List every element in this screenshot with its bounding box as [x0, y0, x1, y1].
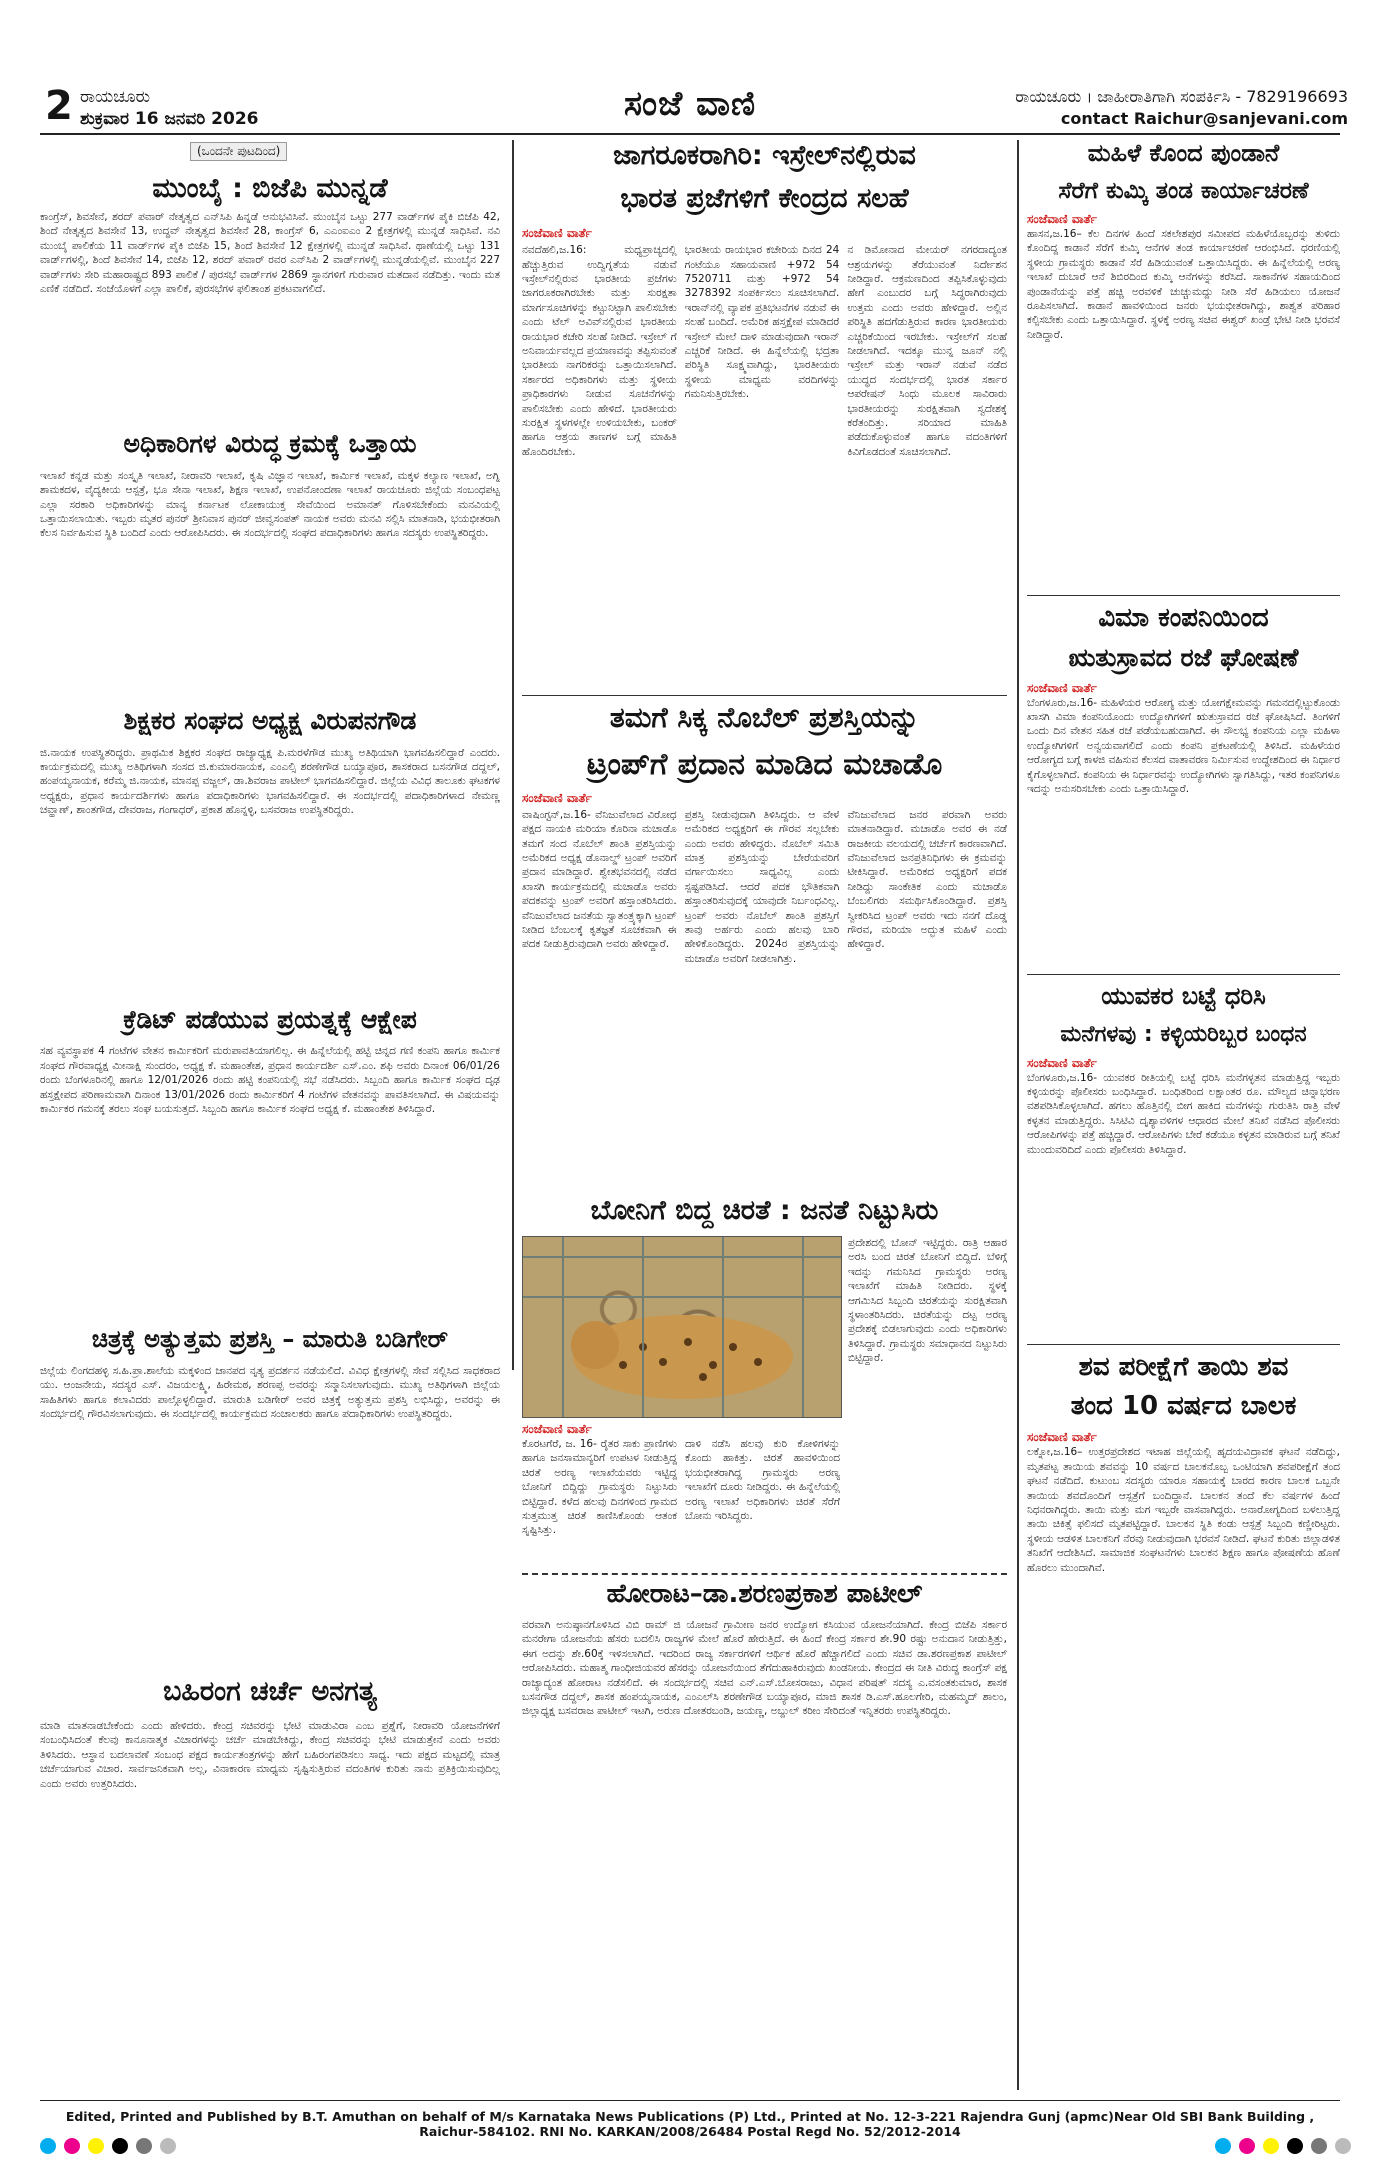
story-award: ಜಿಲ್ಲೆಯ ಲಿಂಗದಹಳ್ಳಿ ಸ.ಹಿ.ಪ್ರಾ.ಶಾಲೆಯ ಮಕ್ಕಳಿಂದ ಜಾನಪದ ನೃತ್ಯ ಪ್ರದರ್ಶನ ನಡೆಯಲಿದೆ. ವಿವಿಧ ಕ್ಷೇತ್ರಗಳಲ್ಲಿ ಸೇವೆ ಸಲ್ಲಿಸಿದ ಸಾಧಕರಾದ ಯು. ಆಂಜನೇಯ, ಸದಸ್ಯರ ಎಸ್. ವಿಜಯಲಕ್ಷ್ಮಿ, ಹಿರೇಮಠ, ಶರಣಪ್ಪ ಅವರನ್ನು ಸನ್ಮಾನಿಸಲಾಗುವುದು. ಮುಖ್ಯ ಅತಿಥಿಗಳಾಗಿ ಜಿಲ್ಲೆಯ ಸಾಹಿತಿಗಳು ಹಾಗೂ ಕಲಾವಿದರು ಪಾಲ್ಗೊಳ್ಳಲಿದ್ದಾರೆ. ಮಾರುತಿ ಬಡಿಗೇರ್ ಅವರ ಚಿತ್ರಕ್ಕೆ ಅತ್ಯುತ್ತಮ ಪ್ರಶಸ್ತಿ ಲಭಿಸಿದ್ದು, ಅವರನ್ನು ಈ ಸಂದರ್ಭದಲ್ಲಿ ಗೌರವಿಸಲಾಗುವುದು. ಈ ಸಂದರ್ಭದಲ್ಲಿ ಕಾರ್ಯಕ್ರಮದ ಸಂಚಾಲಕರು ಹಾಗೂ ಪದಾಧಿಕಾರಿಗಳು ಉಪಸ್ಥಿತರಿದ್ದರು.	[40, 1364, 500, 1421]
headline-teachers: ಶಿಕ್ಷಕರ ಸಂಘದ ಅಧ್ಯಕ್ಷ ವಿರುಪನಗೌಡ	[123, 705, 417, 735]
story-israel	[522, 140, 1007, 673]
story-leopard-col-b: ದಾಳಿ ನಡೆಸಿ ಹಲವು ಕುರಿ ಕೋಳಿಗಳನ್ನು ಕೊಂದು ಹಾಕಿತ್ತು. ಚಿರತೆ ಹಾವಳಿಯಿಂದ ಭಯಭೀತರಾಗಿದ್ದ ಗ್ರಾಮಸ್ಥರು ಅರಣ್ಯ ಇಲಾಖೆಗೆ ದೂರು ನೀಡಿದ್ದರು. ಈ ಹಿನ್ನೆಲೆಯಲ್ಲಿ ಅರಣ್ಯ ಇಲಾಖೆ ಅಧಿಕಾರಿಗಳು ಚಿರತೆ ಸೆರೆಗೆ ಬೋನು ಇರಿಸಿದ್ದರು.	[685, 1438, 840, 1523]
column-left	[40, 140, 500, 1899]
registration-dot-yellow	[88, 2138, 104, 2154]
headline-insurance-2: ಋತುಸ್ರಾವದ ರಜೆ ಘೋಷಣೆ	[1068, 642, 1299, 672]
headline-leopard: ಬೋನಿಗೆ ಬಿದ್ದ ಚಿರತೆ : ಜನತೆ ನಿಟ್ಟುಸಿರು	[590, 1195, 939, 1226]
story-officials: ಇಲಾಖೆ ಕನ್ನಡ ಮತ್ತು ಸಂಸ್ಕೃತಿ ಇಲಾಖೆ, ನೀರಾವರಿ ಇಲಾಖೆ, ಕೃಷಿ ವಿಜ್ಞಾನ ಇಲಾಖೆ, ಕಾರ್ಮಿಕ ಇಲಾಖೆ, ಮಕ್ಕಳ ಕಲ್ಯಾಣ ಇಲಾಖೆ, ಅಗ್ನಿ ಶಾಮಕದಳ, ವೈದ್ಯಕೀಯ ಆಸ್ಪತ್ರೆ, ಭೂ ಸೇನಾ ಇಲಾಖೆ, ಶಿಕ್ಷಣ ಇಲಾಖೆ, ಉಪನೋಂದಣಾ ಇಲಾಖೆ ರಾಯಚೂರು ಜಿಲ್ಲೆಯ ಸಂಬಂಧಪಟ್ಟ ಎಲ್ಲಾ ಸರಕಾರಿ ಅಧಿಕಾರಿಗಳನ್ನು ಮಾನ್ಯ ಕರ್ನಾಟಕ ಲೋಕಾಯುಕ್ತ ಸೇವೆಯಿಂದ ಅಮಾನತ್ ಗೊಳಿಸಬೇಕೆಂದು ಮನವಿಯಲ್ಲಿ ಒತ್ತಾಯಿಸಲಾಯಿತು. ಇಬ್ಬರು ಮೃತರ ಪುನರ್ ಶ್ರೀನಿವಾಸ ಪುನರ್ ಜೀವ್ವಸಂಪತ್ ನಾಯಕ ಅವರು ಮನವಿ ಸಲ್ಲಿಸಿ ಮಾತನಾಡಿ, ಭಯಭೀತರಾಗಿ ಕೆಲಸ ನಿರ್ವಹಿಸುವ ಸ್ಥಿತಿ ಬಂದಿದೆ ಎಂದು ಆರೋಪಿಸಿದರು. ಈ ಸಂದರ್ಭದಲ್ಲಿ ಸಂಘದ ಪದಾಧಿಕಾರಿಗಳು ಹಾಗೂ ಸದಸ್ಯರು ಉಪಸ್ಥಿತರಿದ್ದರು.	[40, 469, 500, 540]
header-email: contact Raichur@sanjevani.com	[1060, 109, 1348, 128]
cage-bars-icon	[523, 1237, 841, 1417]
separator-israel	[522, 695, 1007, 696]
headline-officials: ಅಧಿಕಾರಿಗಳ ವಿರುದ್ಧ ಕ್ರಮಕ್ಕೆ ಒತ್ತಾಯ	[123, 429, 417, 459]
headline-thieves-2: ಮನೆಗಳವು : ಕಳ್ಳಿಯರಿಬ್ಬರ ಬಂಧನ	[1060, 1022, 1307, 1048]
byline-insurance: ಸಂಜೆವಾಣಿ ವಾರ್ತೆ	[1027, 680, 1097, 695]
headline-boy-1: ಶವ ಪರೀಕ್ಷೆಗೆ ತಾಯಿ ಶವ	[1078, 1351, 1289, 1382]
story-elephant: ಹಾಸನ,ಜ.16– ಕೆಲ ದಿನಗಳ ಹಿಂದೆ ಸಕಲೇಶಪುರ ಸಮೀಪದ ಮಹಿಳೆಯೊಬ್ಬರನ್ನು ತುಳಿದು ಕೊಂದಿದ್ದ ಕಾಡಾನೆ ಸೆರೆಗೆ ಕುಮ್ಕಿ ಆನೆಗಳ ತಂಡ ಕಾರ್ಯಾಚರಣೆ ಆರಂಭಿಸಿದೆ. ಧರಣಿಯಲ್ಲಿ ಸ್ಥಳೀಯ ಗ್ರಾಮಸ್ಥರು ಕಾಡಾನೆ ಸೆರೆ ಹಿಡಿಯುವಂತೆ ಒತ್ತಾಯಿಸಿದ್ದರು. ಈ ಹಿನ್ನೆಲೆಯಲ್ಲಿ ಅರಣ್ಯ ಇಲಾಖೆ ದುಬಾರೆ ಆನೆ ಶಿಬಿರದಿಂದ ಕುಮ್ಕಿ ಆನೆಗಳನ್ನು ಕರೆಸಿದೆ. ಸಾಕಾನೆಗಳ ಸಹಾಯದಿಂದ ಪುಂಡಾನೆಯನ್ನು ಪತ್ತೆ ಹಚ್ಚಿ ಅರವಳಿಕೆ ಚುಚ್ಚುಮದ್ದು ನೀಡಿ ಸೆರೆ ಹಿಡಿಯಲು ಯೋಜನೆ ರೂಪಿಸಲಾಗಿದೆ. ಕಾಡಾನೆ ಹಾವಳಿಯಿಂದ ಜನರು ಭಯಭೀತರಾಗಿದ್ದು, ಶಾಶ್ವತ ಪರಿಹಾರ ಕಲ್ಪಿಸಬೇಕು ಎಂದು ಒತ್ತಾಯಿಸಿದ್ದಾರೆ. ಸ್ಥಳಕ್ಕೆ ಅರಣ್ಯ ಸಚಿವ ಈಶ್ವರ್ ಖಂಡ್ರೆ ಭೇಟಿ ನೀಡಿ ಭರವಸೆ ನೀಡಿದ್ದಾರೆ.	[1027, 228, 1340, 341]
story-israel-col-a: ನವದೆಹಲಿ,ಜ.16: ಮಧ್ಯಪ್ರಾಚ್ಯದಲ್ಲಿ ಹೆಚ್ಚುತ್ತಿರುವ ಉದ್ವಿಗ್ನತೆಯ ನಡುವೆ ಇಸ್ರೇಲ್‌ನಲ್ಲಿರುವ ಭಾರತೀಯ ಪ್ರಜೆಗಳು ಜಾಗರೂಕರಾಗಿರಬೇಕು ಮತ್ತು ಸುರಕ್ಷತಾ ಮಾರ್ಗಸೂಚಿಗಳನ್ನು ಕಟ್ಟುನಿಟ್ಟಾಗಿ ಪಾಲಿಸಬೇಕು ಎಂದು ಟೆಲ್ ಅವಿವ್‌ನಲ್ಲಿರುವ ಭಾರತೀಯ ರಾಯಭಾರ ಕಚೇರಿ ಸಲಹೆ ನೀಡಿದೆ. ಇಸ್ರೇಲ್ ಗೆ ಅನಿವಾರ್ಯವಲ್ಲದ ಪ್ರಯಾಣವನ್ನು ತಪ್ಪಿಸುವಂತೆ ಭಾರತೀಯ ನಾಗರಿಕರನ್ನು ಒತ್ತಾಯಿಸಲಾಗಿದೆ. ಸರ್ಕಾರದ ಅಧಿಕಾರಿಗಳು ಮತ್ತು ಸ್ಥಳೀಯ ಪ್ರಾಧಿಕಾರಗಳು ನೀಡುವ ಸೂಚನೆಗಳನ್ನು ಪಾಲಿಸಬೇಕು ಎಂದು ಹೇಳಿದೆ. ಭಾರತೀಯರು ಸುರಕ್ಷಿತ ಸ್ಥಳಗಳಲ್ಲೇ ಉಳಿಯಬೇಕು, ಬಂಕರ್ ಹಾಗೂ ಆಶ್ರಯ ತಾಣಗಳ ಬಗ್ಗೆ ಮಾಹಿತಿ ಹೊಂದಿರಬೇಕು.	[522, 244, 677, 458]
registration-dot-magenta	[64, 2138, 80, 2154]
footer-rule	[40, 2100, 1340, 2101]
story-boy: ಲಕ್ನೋ,ಜ.16– ಉತ್ತರಪ್ರದೇಶದ ಇಟಾಹ ಜಿಲ್ಲೆಯಲ್ಲಿ ಹೃದಯವಿದ್ರಾವಕ ಘಟನೆ ನಡೆದಿದ್ದು, ಮೃತಪಟ್ಟ ತಾಯಿಯ ಶವವನ್ನು 10 ವರ್ಷದ ಬಾಲಕನೊಬ್ಬ ಒಂಟಿಯಾಗಿ ಶವಪರೀಕ್ಷೆಗೆ ತಂದ ಘಟನೆ ನಡೆದಿದೆ. ಕುಟುಂಬ ಸದಸ್ಯರು ಯಾರೂ ಸಹಾಯಕ್ಕೆ ಬಾರದ ಕಾರಣ ಬಾಲಕ ಒಬ್ಬನೇ ತಾಯಿಯ ಶವದೊಂದಿಗೆ ಆಸ್ಪತ್ರೆಗೆ ಬಂದಿದ್ದಾನೆ. ಬಾಲಕನ ತಂದೆ ಕೆಲ ವರ್ಷಗಳ ಹಿಂದೆ ನಿಧನರಾಗಿದ್ದರು. ತಾಯಿ ಮತ್ತು ಮಗ ಇಬ್ಬರೇ ವಾಸವಾಗಿದ್ದರು. ಅನಾರೋಗ್ಯದಿಂದ ಬಳಲುತ್ತಿದ್ದ ತಾಯಿ ಚಿಕಿತ್ಸೆ ಫಲಿಸದೆ ಮೃತಪಟ್ಟಿದ್ದಾರೆ. ಬಾಲಕನ ಸ್ಥಿತಿ ಕಂಡು ಆಸ್ಪತ್ರೆ ಸಿಬ್ಬಂದಿ ಕಣ್ಣೀರಿಟ್ಟರು. ಸ್ಥಳೀಯ ಆಡಳಿತ ಬಾಲಕನಿಗೆ ನೆರವು ನೀಡುವುದಾಗಿ ಭರವಸೆ ನೀಡಿದೆ. ಘಟನೆ ಕುರಿತು ಜಿಲ್ಲಾಡಳಿತ ತನಿಖೆಗೆ ಆದೇಶಿಸಿದೆ. ಸಾಮಾಜಿಕ ಸಂಘಟನೆಗಳು ಬಾಲಕನ ಶಿಕ್ಷಣ ಹಾಗೂ ಪೋಷಣೆಯ ಹೊಣೆ ಹೊರಲು ಮುಂದಾಗಿವೆ.	[1027, 1446, 1340, 1574]
header-date: ಶುಕ್ರವಾರ 16 ಜನವರಿ 2026	[80, 109, 259, 129]
headline-horata: ಹೋರಾಟ–ಡಾ.ಶರಣಪ್ರಕಾಶ ಪಾಟೀಲ್	[606, 1579, 923, 1609]
registration-dot-light	[1335, 2138, 1351, 2154]
separator-horata	[522, 1573, 1007, 1575]
header-left	[80, 86, 259, 130]
column-right	[1027, 140, 1340, 1815]
story-debate: ಮಾಡಿ ಮಾತನಾಡಬೇಕೆಂದು ಎಂದು ಹೇಳಿದರು. ಕೇಂದ್ರ ಸಚಿವರನ್ನು ಭೇಟಿ ಮಾಡುವಿರಾ ಎಂಬ ಪ್ರಶ್ನೆಗೆ, ನೀರಾವರಿ ಯೋಜನೆಗಳಿಗೆ ಸಂಬಂಧಿಸಿದಂತೆ ಕೆಲವು ಕಾನೂನಾತ್ಮಕ ವಿಚಾರಗಳನ್ನು ಚರ್ಚೆ ಮಾಡಬೇಕಿದ್ದು, ಕೇಂದ್ರ ಸಚಿವರನ್ನು ಭೇಟಿ ಮಾಡುತ್ತೇನೆ ಎಂದು ಅವರು ತಿಳಿಸಿದರು. ಆಸ್ಥಾನ ಬದಲಾವಣೆ ಸಂಬಂಧ ಪಕ್ಷದ ಕಾರ್ಯತಂತ್ರಗಳನ್ನು ಹೇಗೆ ಬಹಿರಂಗಪಡಿಸಲು ಸಾಧ್ಯ. ಇದು ಪಕ್ಷದ ಮಟ್ಟದಲ್ಲಿ ಮಾತ್ರ ಚರ್ಚೆಯಾಗುವ ವಿಚಾರ. ಸಾರ್ವಜನಿಕವಾಗಿ ಅಲ್ಲ, ವಿನಾಕಾರಣ ಮಾಧ್ಯಮ ಸೃಷ್ಟಿಸುತ್ತಿರುವ ವದಂತಿಗಳ ಕುರಿತು ನಾನು ಪ್ರತಿಕ್ರಿಯಿಸುವುದಿಲ್ಲ ಎಂದು ಅವರು ಉತ್ತರಿಸಿದರು.	[40, 1719, 500, 1790]
headline-credit: ಕ್ರೆಡಿಟ್ ಪಡೆಯುವ ಪ್ರಯತ್ನಕ್ಕೆ ಆಕ್ಷೇಪ	[123, 1004, 417, 1034]
byline-thieves: ಸಂಜೆವಾಣಿ ವಾರ್ತೆ	[1027, 1055, 1097, 1070]
separator-yuvakara	[1027, 974, 1340, 975]
byline-boy: ಸಂಜೆವಾಣಿ ವಾರ್ತೆ	[1027, 1430, 1097, 1445]
footer-imprint: Edited, Printed and Published by B.T. Amuthan on behalf of M/s Karnataka News Publications (P) Ltd., Printed at No. 12-3-221 Rajendra Gunj (apmc)Near Old SBI Bank Building , Raichur-584102. RNI No. KARKAN/2008/26484 Postal Regd No. 52/2012-2014	[65, 2109, 1315, 2139]
headline-israel-1: ಜಾಗರೂಕರಾಗಿರಿ: ಇಸ್ರೇಲ್‌ನಲ್ಲಿರುವ	[613, 140, 916, 171]
byline-israel: ಸಂಜೆವಾಣಿ ವಾರ್ತೆ	[522, 226, 592, 241]
column-divider-1	[512, 140, 514, 1370]
masthead-rule	[40, 133, 1340, 135]
byline-leopard: ಸಂಜೆವಾಣಿ ವಾರ್ತೆ	[522, 1422, 592, 1437]
registration-dot-grey	[1311, 2138, 1327, 2154]
logo-text: ಸಂಜೆ ವಾಣಿ	[623, 84, 757, 124]
color-registration-right	[1215, 2138, 1354, 2158]
registration-dot-black	[112, 2138, 128, 2154]
story-insurance: ಬೆಂಗಳೂರು,ಜ.16- ಮಹಿಳೆಯರ ಆರೋಗ್ಯ ಮತ್ತು ಯೋಗಕ್ಷೇಮವನ್ನು ಗಮನದಲ್ಲಿಟ್ಟುಕೊಂಡು ಖಾಸಗಿ ವಿಮಾ ಕಂಪನಿಯೊಂದು ಉದ್ಯೋಗಿಗಳಿಗೆ ಋತುಸ್ರಾವದ ರಜೆ ಘೋಷಿಸಿದೆ. ತಿಂಗಳಿಗೆ ಒಂದು ದಿನ ವೇತನ ಸಹಿತ ರಜೆ ಪಡೆಯಬಹುದಾಗಿದೆ. ಈ ಸೌಲಭ್ಯ ಕಂಪನಿಯ ಎಲ್ಲಾ ಮಹಿಳಾ ಉದ್ಯೋಗಿಗಳಿಗೆ ಅನ್ವಯವಾಗಲಿದೆ ಎಂದು ಕಂಪನಿ ಪ್ರಕಟಣೆಯಲ್ಲಿ ತಿಳಿಸಿದೆ. ಮಹಿಳೆಯರ ಆರೋಗ್ಯದ ಬಗ್ಗೆ ಕಾಳಜಿ ವಹಿಸುವ ಕೆಲಸದ ವಾತಾವರಣ ನಿರ್ಮಿಸುವ ಉದ್ದೇಶದಿಂದ ಈ ನಿರ್ಧಾರ ಕೈಗೊಳ್ಳಲಾಗಿದೆ. ಕಂಪನಿಯ ಈ ನಿರ್ಧಾರವನ್ನು ಉದ್ಯೋಗಿಗಳು ಸ್ವಾಗತಿಸಿದ್ದು, ಇತರ ಕಂಪನಿಗಳೂ ಇದನ್ನು ಅನುಸರಿಸಬೇಕು ಎಂದು ಒತ್ತಾಯಿಸಿದ್ದಾರೆ.	[1027, 696, 1340, 796]
headline-boy-2: ತಂದ 10 ವರ್ಷದ ಬಾಲಕ	[1070, 1391, 1297, 1422]
headline-thieves-1: ಯುವಕರ ಬಟ್ಟೆ ಧರಿಸಿ	[1101, 981, 1266, 1010]
continued-tag: (ಒಂದನೇ ಪುಟದಿಂದ)	[190, 142, 287, 161]
story-nobel	[522, 702, 1007, 1168]
story-mumbai: ಕಾಂಗ್ರೆಸ್, ಶಿವಸೇನೆ, ಶರದ್ ಪವಾರ್ ನೇತೃತ್ವದ ಎನ್‌ಸಿಪಿ ಹಿನ್ನಡೆ ಅನುಭವಿಸಿವೆ. ಮುಂಬೈನ ಒಟ್ಟು 277 ವಾರ್ಡ್‌ಗಳ ಪೈಕಿ ಬಿಜೆಪಿ 42, ಶಿಂದೆ ನೇತೃತ್ವದ ಶಿವಸೇನೆ 13, ಉದ್ಧವ್ ನೇತೃತ್ವದ ಶಿವಸೇನೆ 28, ಕಾಂಗ್ರೆಸ್ 6, ಎಎಂಐಎಂ 2 ಕ್ಷೇತ್ರಗಳಲ್ಲಿ ಮುನ್ನಡೆ ಸಾಧಿಸಿವೆ. ನವಿ ಮುಂಬೈ ಪಾಲಿಕೆಯ 11 ವಾರ್ಡ್‌ಗಳ ಪೈಕಿ ಬಿಜೆಪಿ 15, ಶಿಂದೆ ಶಿವಸೇನೆ 12 ಕ್ಷೇತ್ರಗಳಲ್ಲಿ ಮುನ್ನಡೆ ಸಾಧಿಸಿವೆ. ಥಾಣೆಯಲ್ಲಿ ಒಟ್ಟು 131 ವಾರ್ಡ್‌ಗಳಲ್ಲಿ, ಶಿಂದೆ ಶಿವಸೇನೆ 14, ಬಿಜೆಪಿ 12, ಶರದ್ ಪವಾರ್ ರವರ ಎನ್‌ಸಿಪಿ 2 ವಾರ್ಡ್‌ಗಳಲ್ಲಿ ಮುನ್ನಡೆಯಲ್ಲಿವೆ. ಮುಂಬೈನ 227 ವಾರ್ಡ್‌ಗಳು ಸೇರಿ ಮಹಾರಾಷ್ಟ್ರದ 893 ಪಾಲಿಕೆ / ಪುರಸಭೆ ವಾರ್ಡ್‌ಗಳ 2869 ಸ್ಥಾನಗಳಿಗೆ ಗುರುವಾರ ಮತದಾನ ನಡೆದಿತ್ತು. ಇಂದು ಮತ ಎಣಿಕೆ ನಡೆದಿದೆ. ಸಂಜೆಯೊಳಗೆ ಎಲ್ಲಾ ಪಾಲಿಕೆ, ಪುರಸಭೆಗಳ ಫಲಿತಾಂಶ ಪ್ರಕಟವಾಗಲಿದೆ.	[40, 211, 500, 296]
headline-elephant-1: ಮಹಿಳೆ ಕೊಂದ ಪುಂಡಾನೆ	[1087, 139, 1280, 167]
story-horata-body: ವರವಾಗಿ ಅನುಷ್ಠಾನಗೊಳಿಸಿದ ವಿಬಿ ರಾಮ್ ಜಿ ಯೋಜನೆ ಗ್ರಾಮೀಣ ಜನರ ಉದ್ಯೋಗ ಕಸಿಯುವ ಯೋಜನೆಯಾಗಿದೆ. ಕೇಂದ್ರ ಬಿಜೆಪಿ ಸರ್ಕಾರ ಮನರೇಗಾ ಯೋಜನೆಯ ಹೆಸರು ಬದಲಿಸಿ ರಾಜ್ಯಗಳ ಮೇಲೆ ಹೊರೆ ಹೇರುತ್ತಿದೆ. ಈ ಹಿಂದೆ ಕೇಂದ್ರ ಸರ್ಕಾರ ಶೇ.90 ರಷ್ಟು ಅನುದಾನ ನೀಡುತ್ತಿತ್ತು, ಈಗ ಅದನ್ನು ಶೇ.60ಕ್ಕೆ ಇಳಿಸಲಾಗಿದೆ. ಇದರಿಂದ ರಾಜ್ಯ ಸರ್ಕಾರಗಳಿಗೆ ಆರ್ಥಿಕ ಹೊರೆ ಹೆಚ್ಚಾಗಲಿದೆ ಎಂದು ಸಚಿವ ಡಾ.ಶರಣಪ್ರಕಾಶ ಪಾಟೀಲ್ ಆರೋಪಿಸಿದರು. ಮಹಾತ್ಮ ಗಾಂಧೀಜಿಯವರ ಹೆಸರನ್ನು ಯೋಜನೆಯಿಂದ ತೆಗೆದುಹಾಕಿರುವುದು ಖಂಡನೀಯ. ಕೇಂದ್ರದ ಈ ನೀತಿ ವಿರುದ್ಧ ಕಾಂಗ್ರೆಸ್ ಪಕ್ಷ ರಾಜ್ಯಾದ್ಯಂತ ಹೋರಾಟ ನಡೆಸಲಿದೆ. ಈ ಸಂದರ್ಭದಲ್ಲಿ ಸಚಿವ ಎನ್.ಎಸ್.ಬೋಸರಾಜು, ವಿಧಾನ ಪರಿಷತ್ ಸದಸ್ಯ ಎ.ವಸಂತಕುಮಾರ, ಶಾಸಕ ಬಸನಗೌಡ ದದ್ದಲ್, ಶಾಸಕ ಹಂಪಯ್ಯನಾಯಕ, ಎಂಎಲ್‌ಸಿ ಶರಣೇಗೌಡ ಬಯ್ಯಾಪೂರ, ಮಾಜಿ ಶಾಸಕ ಡಿ.ಎಸ್.ಹೂಲಗೇರಿ, ಮಹಮ್ಮದ್ ಶಾಲಂ, ಜಿಲ್ಲಾಧ್ಯಕ್ಷ ಬಸವರಾಜ ಪಾಟೀಲ್ ಇಟಗಿ, ಅರುಣ ದೋತರಬಂಡಿ, ಜಯಣ್ಣ, ಅಬ್ದುಲ್ ಕರೀಂ ಸೇರಿದಂತೆ ಇನ್ನಿತರರು ಉಪಸ್ಥಿತರಿದ್ದರು.	[522, 1618, 1007, 1718]
header-right	[1015, 86, 1348, 130]
story-leopard-col-c: ಪ್ರದೇಶದಲ್ಲಿ ಬೋನ್ ಇಟ್ಟಿದ್ದರು. ರಾತ್ರಿ ಆಹಾರ ಅರಸಿ ಬಂದ ಚಿರತೆ ಬೋನಿಗೆ ಬಿದ್ದಿದೆ. ಬೆಳಿಗ್ಗೆ ಇದನ್ನು ಗಮನಿಸಿದ ಗ್ರಾಮಸ್ಥರು ಅರಣ್ಯ ಇಲಾಖೆಗೆ ಮಾಹಿತಿ ನೀಡಿದರು. ಸ್ಥಳಕ್ಕೆ ಆಗಮಿಸಿದ ಸಿಬ್ಬಂದಿ ಚಿರತೆಯನ್ನು ಸುರಕ್ಷಿತವಾಗಿ ಸ್ಥಳಾಂತರಿಸಿದರು. ಚಿರತೆಯನ್ನು ದಟ್ಟ ಅರಣ್ಯ ಪ್ರದೇಶಕ್ಕೆ ಬಿಡಲಾಗುವುದು ಎಂದು ಅಧಿಕಾರಿಗಳು ತಿಳಿಸಿದ್ದಾರೆ. ಗ್ರಾಮಸ್ಥರು ಸಮಾಧಾನದ ನಿಟ್ಟುಸಿರು ಬಿಟ್ಟಿದ್ದಾರೆ.	[848, 1237, 1007, 1365]
story-israel-col-c: ನ ಡಿಮೋನಾದ ಮೇಯರ್ ನಗರದಾದ್ಯಂತ ಆಶ್ರಯಗಳನ್ನು ತೆರೆಯುವಂತೆ ನಿರ್ದೇಶನ ನೀಡಿದ್ದಾರೆ. ಆಕ್ರಮಣದಿಂದ ತಪ್ಪಿಸಿಕೊಳ್ಳುವುದು ಹೇಗೆ ಎಂಬುದರ ಬಗ್ಗೆ ಸಿದ್ಧರಾಗಿರುವುದು ಉತ್ತಮ ಎಂದು ಅವರು ಹೇಳಿದ್ದಾರೆ. ಅಲ್ಲಿನ ಪರಿಸ್ಥಿತಿ ಹದಗೆಡುತ್ತಿರುವ ಕಾರಣ ಭಾರತೀಯರು ಎಚ್ಚರಿಕೆಯಿಂದ ಇರಬೇಕು. ಇಸ್ರೇಲ್‌ಗೆ ಸಲಹೆ ನೀಡಲಾಗಿದೆ. ಇದಕ್ಕೂ ಮುನ್ನ ಜೂನ್ ನಲ್ಲಿ ಇಸ್ರೇಲ್ ಮತ್ತು ಇರಾನ್ ನಡುವೆ ನಡೆದ ಯುದ್ಧದ ಸಂದರ್ಭದಲ್ಲಿ ಭಾರತ ಸರ್ಕಾರ ಆಪರೇಷನ್ ಸಿಂಧು ಮೂಲಕ ಸಾವಿರಾರು ಭಾರತೀಯರನ್ನು ಸುರಕ್ಷಿತವಾಗಿ ಸ್ವದೇಶಕ್ಕೆ ಕರೆತಂದಿತ್ತು. ಸರಿಯಾದ ಮಾಹಿತಿ ಪಡೆದುಕೊಳ್ಳುವಂತೆ ಹಾಗೂ ವದಂತಿಗಳಿಗೆ ಕಿವಿಗೊಡದಂತೆ ಸೂಚಿಸಲಾಗಿದೆ.	[847, 244, 1007, 458]
registration-dot-magenta	[1239, 2138, 1255, 2154]
registration-dot-yellow	[1263, 2138, 1279, 2154]
separator-vima	[1027, 595, 1340, 596]
headline-nobel-2: ಟ್ರಂಪ್‌ಗೆ ಪ್ರದಾನ ಮಾಡಿದ ಮಚಾಡೊ	[586, 747, 943, 783]
story-credit: ಸಹ ವ್ಯವಸ್ಥಾಪಕ 4 ಗಂಟೆಗಳ ವೇತನ ಕಾರ್ಮಿಕರಿಗೆ ಮರುಪಾವತಿಯಾಗಲಿಲ್ಲ. ಈ ಹಿನ್ನೆಲೆಯಲ್ಲಿ ಹಟ್ಟಿ ಚಿನ್ನದ ಗಣಿ ಕಂಪನಿ ಹಾಗೂ ಕಾರ್ಮಿಕ ಸಂಘದ ಗೌರವಾಧ್ಯಕ್ಷ ಮೀನಾಕ್ಷಿ ಸುಂದರಂ, ಅಧ್ಯಕ್ಷ ಕೆ. ಮಹಾಂತೇಶ, ಪ್ರಧಾನ ಕಾರ್ಯದರ್ಶಿ ಎಸ್.ಎಂ. ಶಫಿ ಅವರು ದಿನಾಂಕ 06/01/26 ರಂದು ಬೆಂಗಳೂರಿನಲ್ಲಿ ಹಾಗೂ 12/01/2026 ರಂದು ಹಟ್ಟಿ ಕಂಪನಿಯಲ್ಲಿ ಸಭೆ ನಡೆಸಿದರು. ಸಿಬ್ಬಂದಿ ಹಾಗೂ ಕಾರ್ಮಿಕ ಸಂಘದ ದೃಢ ಹಸ್ತಕ್ಷೇಪದ ಪರಿಣಾಮವಾಗಿ ದಿನಾಂಕ 13/01/2026 ರಂದು ಕಾರ್ಮಿಕರಿಗೆ 4 ಗಂಟೆಗಳ ವೇತನವನ್ನು ಪಾವತಿಸಲಾಗಿದೆ. ಈ ವಿಷಯವನ್ನು ಕಾರ್ಮಿಕರ ಗಮನಕ್ಕೆ ತರಲು ಸಂಘ ಬಯಸುತ್ತದೆ. ಸಿಬ್ಬಂದಿ ಹಾಗೂ ಕಾರ್ಮಿಕ ಸಂಘದ ಅಧ್ಯಕ್ಷ ಕೆ. ಮಹಾಂತೇಶ ತಿಳಿಸಿದ್ದಾರೆ.	[40, 1045, 500, 1115]
color-registration-left	[40, 2138, 179, 2158]
header-city: ರಾಯಚೂರು	[80, 87, 151, 107]
header-ad-contact: ರಾಯಚೂರು । ಜಾಹೀರಾತಿಗಾಗಿ ಸಂಪರ್ಕಿಸಿ - 7829196693	[1015, 87, 1348, 106]
registration-dot-cyan	[1215, 2138, 1231, 2154]
story-leopard	[522, 1195, 1007, 1556]
story-nobel-col-c: ವೆನಿಜುವೆಲಾದ ಜನರ ಪರವಾಗಿ ಅವರು ಮಾತನಾಡಿದ್ದಾರೆ. ಮಚಾಡೊ ಅವರ ಈ ನಡೆ ರಾಜಕೀಯ ವಲಯದಲ್ಲಿ ಚರ್ಚೆಗೆ ಕಾರಣವಾಗಿದೆ. ವೆನಿಜುವೆಲಾದ ಜನಪ್ರತಿನಿಧಿಗಳು ಈ ಕ್ರಮವನ್ನು ಟೀಕಿಸಿದ್ದಾರೆ. ಅಮೆರಿಕದ ಅಧ್ಯಕ್ಷರಿಗೆ ಪದಕ ನೀಡಿದ್ದು ಸಾಂಕೇತಿಕ ಎಂದು ಮಚಾಡೊ ಬೆಂಬಲಿಗರು ಸಮರ್ಥಿಸಿಕೊಂಡಿದ್ದಾರೆ. ಪ್ರಶಸ್ತಿ ಸ್ವೀಕರಿಸಿದ ಟ್ರಂಪ್ ಅವರು ಇದು ನನಗೆ ದೊಡ್ಡ ಗೌರವ, ಮರಿಯಾ ಅದ್ಭುತ ಮಹಿಳೆ ಎಂದು ಹೇಳಿದ್ದಾರೆ.	[847, 808, 1007, 951]
story-israel-col-b: ಭಾರತೀಯ ರಾಯಭಾರ ಕಚೇರಿಯ ದಿನದ 24 ಗಂಟೆಯೂ ಸಹಾಯವಾಣಿ +972 54 7520711 ಮತ್ತು +972 54 3278392 ಸಂಪರ್ಕಿಸಲು ಸೂಚಿಸಲಾಗಿದೆ. ಇರಾನ್‌ನಲ್ಲಿ ವ್ಯಾಪಕ ಪ್ರತಿಭಟನೆಗಳ ನಡುವೆ ಈ ಸಲಹೆ ಬಂದಿದೆ. ಅಮೆರಿಕ ಹಸ್ತಕ್ಷೇಪ ಮಾಡಿದರೆ ಇಸ್ರೇಲ್ ಮೇಲೆ ದಾಳಿ ಮಾಡುವುದಾಗಿ ಇರಾನ್ ಎಚ್ಚರಿಕೆ ನೀಡಿದೆ. ಈ ಹಿನ್ನೆಲೆಯಲ್ಲಿ ಭದ್ರತಾ ಪರಿಸ್ಥಿತಿ ಸೂಕ್ಷ್ಮವಾಗಿದ್ದು, ಭಾರತೀಯರು ಸ್ಥಳೀಯ ಮಾಧ್ಯಮ ವರದಿಗಳನ್ನು ಗಮನಿಸುತ್ತಿರಬೇಕು.	[684, 244, 840, 401]
story-thieves: ಬೆಂಗಳೂರು,ಜ.16- ಯುವಕರ ರೀತಿಯಲ್ಲಿ ಬಟ್ಟೆ ಧರಿಸಿ ಮನೆಗಳ್ಳತನ ಮಾಡುತ್ತಿದ್ದ ಇಬ್ಬರು ಕಳ್ಳಿಯರನ್ನು ಪೊಲೀಸರು ಬಂಧಿಸಿದ್ದಾರೆ. ಬಂಧಿತರಿಂದ ಲಕ್ಷಾಂತರ ರೂ. ಮೌಲ್ಯದ ಚಿನ್ನಾಭರಣ ವಶಪಡಿಸಿಕೊಳ್ಳಲಾಗಿದೆ. ಹಗಲು ಹೊತ್ತಿನಲ್ಲಿ ಬೀಗ ಹಾಕಿದ ಮನೆಗಳನ್ನು ಗುರುತಿಸಿ ರಾತ್ರಿ ವೇಳೆ ಕಳ್ಳತನ ಮಾಡುತ್ತಿದ್ದರು. ಸಿಸಿಟಿವಿ ದೃಶ್ಯಾವಳಿಗಳ ಆಧಾರದ ಮೇಲೆ ತನಿಖೆ ನಡೆಸಿದ ಪೊಲೀಸರು ಆರೋಪಿಗಳನ್ನು ಪತ್ತೆ ಹಚ್ಚಿದ್ದಾರೆ. ಆರೋಪಿಗಳು ಬೇರೆ ಕಡೆಯೂ ಕಳ್ಳತನ ಮಾಡಿರುವ ಬಗ್ಗೆ ತನಿಖೆ ಮುಂದುವರಿದಿದೆ ಎಂದು ಪೊಲೀಸರು ತಿಳಿಸಿದ್ದಾರೆ.	[1027, 1071, 1340, 1156]
headline-mumbai: ಮುಂಬೈ : ಬಿಜೆಪಿ ಮುನ್ನಡೆ	[152, 173, 388, 204]
story-nobel-col-a: ವಾಷಿಂಗ್ಟನ್,ಜ.16- ವೆನಿಜುವೆಲಾದ ವಿರೋಧ ಪಕ್ಷದ ನಾಯಕಿ ಮರಿಯಾ ಕೊರಿನಾ ಮಚಾಡೊ ತಮಗೆ ಸಂದ ನೊಬೆಲ್ ಶಾಂತಿ ಪ್ರಶಸ್ತಿಯನ್ನು ಅಮೆರಿಕದ ಅಧ್ಯಕ್ಷ ಡೊನಾಲ್ಡ್ ಟ್ರಂಪ್ ಅವರಿಗೆ ಪ್ರದಾನ ಮಾಡಿದ್ದಾರೆ. ಶ್ವೇತಭವನದಲ್ಲಿ ನಡೆದ ಖಾಸಗಿ ಕಾರ್ಯಕ್ರಮದಲ್ಲಿ ಮಚಾಡೊ ಅವರು ಪದಕವನ್ನು ಟ್ರಂಪ್ ಅವರಿಗೆ ಹಸ್ತಾಂತರಿಸಿದರು. ವೆನಿಜುವೆಲಾದ ಜನತೆಯ ಸ್ವಾತಂತ್ರ್ಯಕ್ಕಾಗಿ ಟ್ರಂಪ್ ನೀಡಿದ ಬೆಂಬಲಕ್ಕೆ ಕೃತಜ್ಞತೆ ಸೂಚಕವಾಗಿ ಈ ಪದಕ ನೀಡುತ್ತಿರುವುದಾಗಿ ಅವರು ಹೇಳಿದ್ದಾರೆ.	[522, 808, 677, 951]
headline-award: ಚಿತ್ರಕ್ಕೆ ಅತ್ಯುತ್ತಮ ಪ್ರಶಸ್ತಿ – ಮಾರುತಿ ಬಡಿಗೇರ್	[91, 1325, 449, 1354]
column-divider-2	[1017, 140, 1019, 2090]
registration-dot-cyan	[40, 2138, 56, 2154]
registration-dot-black	[1287, 2138, 1303, 2154]
registration-dot-grey	[136, 2138, 152, 2154]
headline-insurance-1: ವಿಮಾ ಕಂಪನಿಯಿಂದ	[1098, 603, 1269, 634]
byline-nobel: ಸಂಜೆವಾಣಿ ವಾರ್ತೆ	[522, 790, 592, 805]
registration-dot-light	[160, 2138, 176, 2154]
headline-elephant-2: ಸೆರೆಗೆ ಕುಮ್ಕಿ ತಂಡ ಕಾರ್ಯಾಚರಣೆ	[1058, 177, 1309, 204]
story-nobel-col-b: ಪ್ರಶಸ್ತಿ ನೀಡುವುದಾಗಿ ತಿಳಿಸಿದ್ದರು. ಆ ವೇಳೆ ಅಮೆರಿಕದ ಅಧ್ಯಕ್ಷರಿಗೆ ಈ ಗೌರವ ಸಲ್ಲಬೇಕು ಎಂದು ಅವರು ಹೇಳಿದ್ದರು. ನೊಬೆಲ್ ಸಮಿತಿ ಮಾತ್ರ ಪ್ರಶಸ್ತಿಯನ್ನು ಬೇರೆಯವರಿಗೆ ವರ್ಗಾಯಿಸಲು ಸಾಧ್ಯವಿಲ್ಲ ಎಂದು ಸ್ಪಷ್ಟಪಡಿಸಿದೆ. ಆದರೆ ಪದಕ ಭೌತಿಕವಾಗಿ ಹಸ್ತಾಂತರಿಸುವುದಕ್ಕೆ ಯಾವುದೇ ನಿರ್ಬಂಧವಿಲ್ಲ. ಟ್ರಂಪ್ ಅವರು ನೊಬೆಲ್ ಶಾಂತಿ ಪ್ರಶಸ್ತಿಗೆ ತಾವು ಅರ್ಹರು ಎಂದು ಹಲವು ಬಾರಿ ಹೇಳಿಕೊಂಡಿದ್ದರು. 2024ರ ಪ್ರಶಸ್ತಿಯನ್ನು ಮಚಾಡೊ ಅವರಿಗೆ ನೀಡಲಾಗಿತ್ತು.	[684, 808, 840, 965]
headline-israel-2: ಭಾರತ ಪ್ರಜೆಗಳಿಗೆ ಕೇಂದ್ರದ ಸಲಹೆ	[620, 183, 909, 215]
byline-elephant: ಸಂಜೆವಾಣಿ ವಾರ್ತೆ	[1027, 212, 1097, 227]
story-teachers: ಜಿ.ನಾಯಕ ಉಪಸ್ಥಿತರಿದ್ದರು. ಪ್ರಾಥಮಿಕ ಶಿಕ್ಷಕರ ಸಂಘದ ರಾಜ್ಯಾಧ್ಯಕ್ಷ ಪಿ.ಮರಳೆಗೌಡ ಮುಖ್ಯ ಅತಿಥಿಯಾಗಿ ಭಾಗವಹಿಸಲಿದ್ದಾರೆ ಎಂದರು. ಕಾರ್ಯಕ್ರಮದಲ್ಲಿ ಮುಖ್ಯ ಅತಿಥಿಗಳಾಗಿ ಸಂಸದ ಜಿ.ಕುಮಾರನಾಯಕ, ಎಂಎಲ್ಸಿ ಶರಣೇಗೌಡ ಬಯ್ಯಾಪೂರ, ಶಾಸಕರಾದ ಬಸನಗೌಡ ದದ್ದಲ್, ಹಂಪಯ್ಯನಾಯಕ, ಕರೆಮ್ಮ ಜಿ.ನಾಯಕ, ಮಾನಪ್ಪ ವಜ್ಜಲ್, ಡಾ.ಶಿವರಾಜ ಪಾಟೀಲ್ ಭಾಗವಹಿಸಲಿದ್ದಾರೆ. ಜಿಲ್ಲೆಯ ವಿವಿಧ ತಾಲೂಕು ಘಟಕಗಳ ಅಧ್ಯಕ್ಷರು, ಪ್ರಧಾನ ಕಾರ್ಯದರ್ಶಿಗಳು ಹಾಗೂ ಪದಾಧಿಕಾರಿಗಳು ಭಾಗವಹಿಸಲಿದ್ದಾರೆ. ಈ ಸಂದರ್ಭದಲ್ಲಿ ಪದಾಧಿಕಾರಿಗಳಾದ ನೇಮಣ್ಣ ಚವ್ಹಾಣ್, ಶಾಂತಗೌಡ, ದೇವರಾಜ, ಗಂಗಾಧರ್, ಪ್ರಕಾಶ ಹೊನ್ನಳ್ಳಿ, ಬಸವರಾಜ ಉಪಸ್ಥಿತರಿದ್ದರು.	[40, 746, 500, 817]
headline-nobel-1: ತಮಗೆ ಸಿಕ್ಕ ನೊಬೆಲ್ ಪ್ರಶಸ್ತಿಯನ್ನು	[609, 701, 920, 734]
story-horata	[522, 1580, 1007, 2023]
headline-debate: ಬಹಿರಂಗ ಚರ್ಚೆ ಅನಗತ್ಯ	[163, 1675, 377, 1707]
masthead-logo	[575, 84, 805, 128]
page-number: 2	[45, 83, 73, 129]
story-leopard-col-a: ಕೊರಟಗೆರೆ, ಜ. 16- ರೈತರ ಸಾಕು ಪ್ರಾಣಿಗಳು ಹಾಗೂ ಜನಸಾಮಾನ್ಯರಿಗೆ ಉಪಟಳ ನೀಡುತ್ತಿದ್ದ ಚಿರತೆ ಅರಣ್ಯ ಇಲಾಖೆಯವರು ಇಟ್ಟಿದ್ದ ಬೋನಿಗೆ ಬಿದ್ದಿದ್ದು ಗ್ರಾಮಸ್ಥರು ನಿಟ್ಟುಸಿರು ಬಿಟ್ಟಿದ್ದಾರೆ. ಕಳೆದ ಹಲವು ದಿನಗಳಿಂದ ಗ್ರಾಮದ ಸುತ್ತಮುತ್ತ ಚಿರತೆ ಕಾಣಿಸಿಕೊಂಡು ಆತಂಕ ಸೃಷ್ಟಿಸಿತ್ತು.	[522, 1438, 677, 1537]
separator-shava	[1027, 1344, 1340, 1345]
leopard-photo	[522, 1236, 842, 1418]
